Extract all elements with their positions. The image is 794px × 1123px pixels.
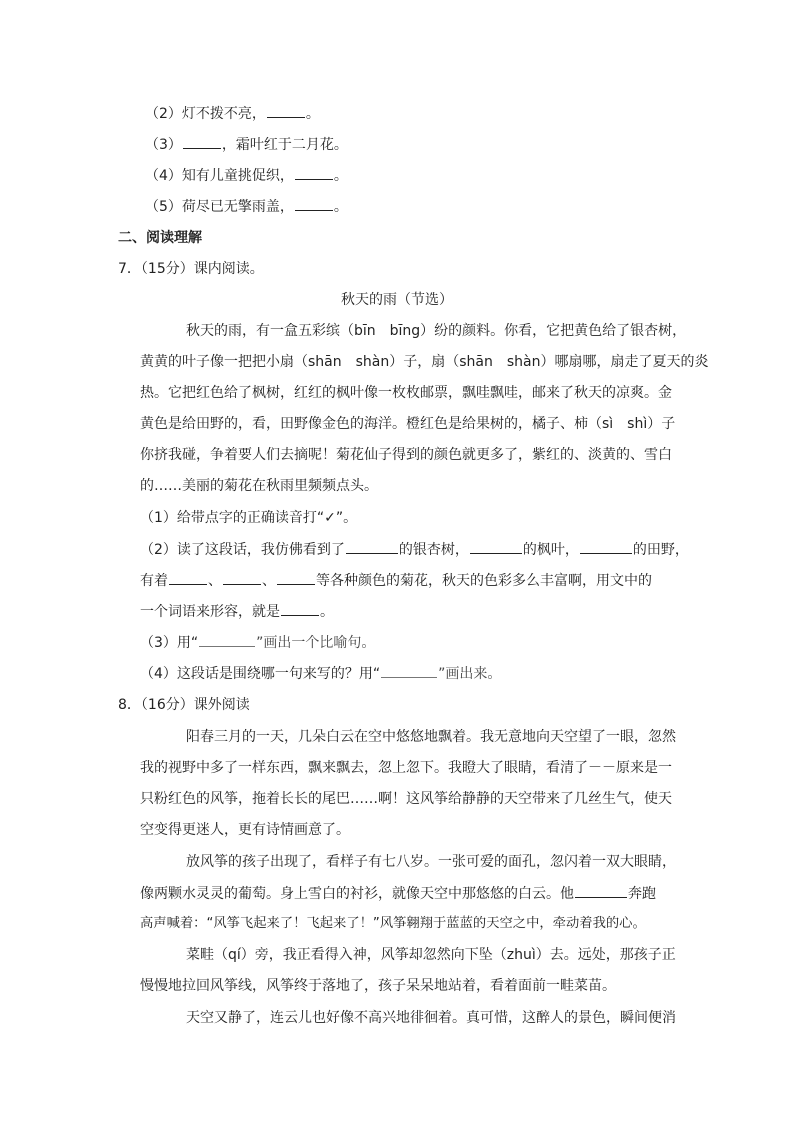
item-text: ，霜叶红于二月花。 bbox=[221, 137, 348, 153]
q7-sub1: （1）给带点字的正确读音打“✓”。 bbox=[140, 510, 358, 526]
sub-text: 的田野， bbox=[632, 542, 689, 558]
answer-blank[interactable] bbox=[223, 570, 261, 585]
q7-header: 7．（15分）课内阅读。 bbox=[118, 261, 264, 277]
passage-line: 只粉红色的风筝，拖着长长的尾巴……啊！这风筝给静静的天空带来了几丝生气，使天 bbox=[140, 791, 672, 807]
answer-blank[interactable] bbox=[169, 570, 207, 585]
item-number: （3） bbox=[145, 137, 182, 153]
passage-line: 放风筝的孩子出现了，看样子有七八岁。一张可爱的面孔，忽闪着一双大眼睛， bbox=[186, 854, 676, 870]
passage-line: 天空又静了，连云儿也好像不高兴地徘徊着。真可惜，这醉人的景色，瞬间便消 bbox=[186, 1010, 676, 1026]
sub-text: （3）用“ bbox=[140, 635, 199, 651]
item-text: 灯不拨不亮， bbox=[181, 106, 266, 122]
sub-text: 、 bbox=[208, 573, 222, 589]
section-title: 二、阅读理解 bbox=[118, 230, 202, 246]
passage-line: 菜畦（qí）旁，我正看得入神，风筝却忽然向下坠（zhuì）去。远处，那孩子正 bbox=[186, 947, 676, 963]
passage-line: 你挤我碰，争着要人们去摘呢！菊花仙子得到的颜色就更多了，紫红的、淡黄的、雪白 bbox=[140, 447, 672, 463]
passage-line: 高声喊着：“风筝飞起来了！飞起来了！”风筝翱翔于蓝蓝的天空之中，牵动着我的心。 bbox=[140, 916, 646, 931]
passage-line: 的……美丽的菊花在秋雨里频频点头。 bbox=[140, 478, 378, 494]
sub-text: ”画出来。 bbox=[438, 666, 502, 682]
q7-sub3 bbox=[140, 632, 375, 653]
item-number: （2） bbox=[145, 106, 182, 122]
q8-header: 8．（16分）课外阅读 bbox=[118, 697, 250, 713]
q7-sub2-line2 bbox=[140, 570, 652, 591]
poem-item-4 bbox=[145, 165, 348, 186]
sub-text: 、 bbox=[262, 573, 276, 589]
passage-title: 秋天的雨（节选） bbox=[341, 292, 453, 308]
passage-line: 阳春三月的一天，几朵白云在空中悠悠地飘着。我无意地向天空望了一眼，忽然 bbox=[186, 729, 676, 745]
answer-blank[interactable] bbox=[580, 539, 632, 554]
item-text: 。 bbox=[305, 106, 320, 122]
passage-line: 空变得更迷人，更有诗情画意了。 bbox=[140, 822, 350, 838]
passage-line: 黄黄的叶子像一把把小扇（shān shàn）子，扇（shān shàn）哪扇哪，扇走了夏天的炎 bbox=[140, 354, 709, 370]
sub-text: 像两颗水灵灵的葡萄。身上雪白的衬衫，就像天空中那悠悠的白云。他 bbox=[140, 886, 574, 902]
q7-sub4 bbox=[140, 663, 501, 684]
item-number: （5） bbox=[145, 199, 182, 215]
sub-text: （4）这段话是围绕哪一句来写的？用“ bbox=[140, 666, 381, 682]
sub-text: 有着 bbox=[140, 573, 168, 589]
answer-blank[interactable] bbox=[277, 570, 315, 585]
passage-line: 黄色是给田野的，看，田野像金色的海洋。橙红色是给果树的，橘子、柿（sì shì）子 bbox=[140, 416, 676, 432]
passage-line: 慢慢地拉回风筝线，风筝终于落地了，孩子呆呆地站着，看着面前一畦菜苗。 bbox=[140, 978, 616, 994]
poem-item-2 bbox=[145, 103, 320, 124]
answer-blank[interactable] bbox=[295, 196, 333, 211]
sub-text: 。 bbox=[320, 604, 334, 620]
passage-line: 我的视野中多了一样东西，飘来飘去，忽上忽下。我瞪大了眼睛，看清了－－原来是一 bbox=[140, 760, 672, 776]
answer-blank[interactable] bbox=[267, 103, 305, 118]
q7-sub2-line3 bbox=[140, 601, 334, 622]
q7-sub2-line1 bbox=[140, 539, 689, 560]
sub-text: ”画出一个比喻句。 bbox=[256, 635, 376, 651]
passage-line: 热。它把红色给了枫树，红红的枫叶像一枚枚邮票，飘哇飘哇，邮来了秋天的凉爽。金 bbox=[140, 385, 672, 401]
item-text: 荷尽已无擎雨盖， bbox=[181, 199, 294, 215]
answer-blank[interactable] bbox=[346, 539, 398, 554]
passage-line: 秋天的雨，有一盒五彩缤（bīn bīng）纷的颜料。你看，它把黄色给了银杏树， bbox=[186, 323, 687, 339]
answer-blank[interactable] bbox=[183, 134, 221, 149]
sub-text: 的枫叶， bbox=[522, 542, 579, 558]
passage-line bbox=[140, 883, 656, 904]
sub-text: 的银杏树， bbox=[398, 542, 469, 558]
answer-blank[interactable] bbox=[470, 539, 522, 554]
item-text: 。 bbox=[333, 199, 348, 215]
sub-text: 一个词语来形容，就是 bbox=[140, 604, 280, 620]
sub-text: （2）读了这段话，我仿佛看到了 bbox=[140, 542, 345, 558]
answer-blank[interactable] bbox=[295, 165, 333, 180]
sub-text: 奔跑 bbox=[628, 886, 656, 902]
answer-underline[interactable] bbox=[381, 663, 437, 678]
answer-blank[interactable] bbox=[575, 883, 627, 898]
item-text: 知有儿童挑促织， bbox=[181, 168, 294, 184]
sub-text: 等各种颜色的菊花，秋天的色彩多么丰富啊，用文中的 bbox=[316, 573, 652, 589]
item-number: （4） bbox=[145, 168, 182, 184]
answer-blank[interactable] bbox=[281, 601, 319, 616]
poem-item-3 bbox=[145, 134, 348, 155]
item-text: 。 bbox=[333, 168, 348, 184]
poem-item-5 bbox=[145, 196, 348, 217]
answer-underline[interactable] bbox=[199, 632, 255, 647]
